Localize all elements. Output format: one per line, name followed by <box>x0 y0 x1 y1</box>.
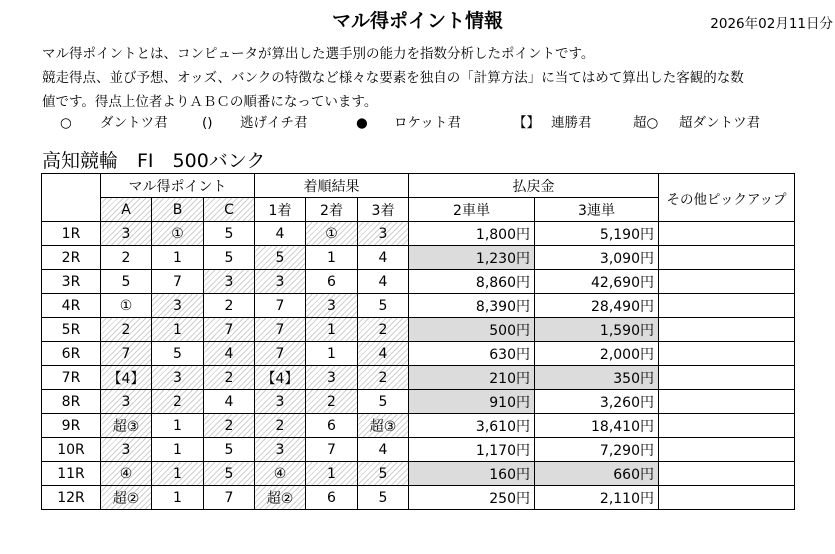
col-header-trifecta: 3連単 <box>535 198 659 222</box>
result-third: 5 <box>358 462 409 486</box>
legend-label: 超ダントツ君 <box>679 115 761 131</box>
table-row <box>42 222 795 246</box>
intro-line: 競走得点、並び予想、オッズ、バンクの特徴など様々な要素を独自の「計算方法」に当てはめて算出した客観的な数 <box>42 70 744 86</box>
result-first: 5 <box>255 246 306 270</box>
result-second: 1 <box>306 318 358 342</box>
table-row <box>42 294 795 318</box>
point-c: 5 <box>204 462 255 486</box>
result-third: 4 <box>358 342 409 366</box>
payout-exacta: 210円 <box>409 366 535 390</box>
payout-trifecta: 18,410円 <box>535 414 659 438</box>
other-pickup <box>659 318 795 342</box>
point-a: ① <box>101 294 152 318</box>
payout-exacta: 8,860円 <box>409 270 535 294</box>
point-b: 1 <box>152 246 204 270</box>
result-third: 5 <box>358 390 409 414</box>
payout-trifecta: 660円 <box>535 462 659 486</box>
payout-exacta: 250円 <box>409 486 535 510</box>
col-header-c: C <box>204 198 255 222</box>
other-pickup <box>659 462 795 486</box>
result-second: 7 <box>306 438 358 462</box>
payout-exacta: 160円 <box>409 462 535 486</box>
col-header-third: 3着 <box>358 198 409 222</box>
point-a: 2 <box>101 318 152 342</box>
points-group-header: マル得ポイント <box>101 174 255 198</box>
race-number: 9R <box>42 414 101 438</box>
point-c: 2 <box>204 294 255 318</box>
result-first: 3 <box>255 390 306 414</box>
point-c: 5 <box>204 246 255 270</box>
other-pickup <box>659 390 795 414</box>
result-first: 超② <box>255 486 306 510</box>
payout-trifecta: 28,490円 <box>535 294 659 318</box>
other-pickup <box>659 270 795 294</box>
point-a: 3 <box>101 390 152 414</box>
table-row <box>42 390 795 414</box>
result-third: 4 <box>358 270 409 294</box>
point-a: 2 <box>101 246 152 270</box>
payout-exacta: 8,390円 <box>409 294 535 318</box>
point-c: 2 <box>204 414 255 438</box>
result-third: 4 <box>358 246 409 270</box>
legend-label: ダントツ君 <box>100 115 168 131</box>
legend-item-rensho <box>513 111 633 131</box>
result-third: 4 <box>358 438 409 462</box>
legend-item-super-dantotsu <box>633 111 760 131</box>
other-pickup <box>659 366 795 390</box>
other-pickup-header: その他ピックアップ <box>659 174 795 222</box>
result-first: 4 <box>255 222 306 246</box>
point-a: 【4】 <box>101 366 152 390</box>
point-b: 7 <box>152 270 204 294</box>
result-third: 2 <box>358 318 409 342</box>
point-b: 5 <box>152 342 204 366</box>
other-pickup <box>659 414 795 438</box>
race-header-blank <box>42 174 101 222</box>
table-row <box>42 366 795 390</box>
race-title: 高知競輪 FI 500バンク <box>42 150 266 172</box>
point-b: 1 <box>152 318 204 342</box>
other-pickup <box>659 222 795 246</box>
result-third: 5 <box>358 486 409 510</box>
point-b: 3 <box>152 366 204 390</box>
results-table <box>41 173 795 510</box>
other-pickup <box>659 342 795 366</box>
payout-trifecta: 3,260円 <box>535 390 659 414</box>
symbol-legend <box>60 111 760 131</box>
payout-exacta: 630円 <box>409 342 535 366</box>
payout-trifecta: 2,000円 <box>535 342 659 366</box>
result-second: 3 <box>306 366 358 390</box>
table-row <box>42 318 795 342</box>
col-header-first: 1着 <box>255 198 306 222</box>
result-second: ① <box>306 222 358 246</box>
col-header-second: 2着 <box>306 198 358 222</box>
point-c: 3 <box>204 270 255 294</box>
payout-exacta: 500円 <box>409 318 535 342</box>
table-row <box>42 438 795 462</box>
point-c: 4 <box>204 390 255 414</box>
race-number: 11R <box>42 462 101 486</box>
result-second: 1 <box>306 342 358 366</box>
legend-label: ロケット君 <box>394 115 461 131</box>
payout-trifecta: 2,110円 <box>535 486 659 510</box>
point-c: 7 <box>204 486 255 510</box>
payout-trifecta: 7,290円 <box>535 438 659 462</box>
payout-exacta: 1,170円 <box>409 438 535 462</box>
point-b: 3 <box>152 294 204 318</box>
point-c: 7 <box>204 318 255 342</box>
legend-mark: 超○ <box>633 115 659 131</box>
payout-exacta: 3,610円 <box>409 414 535 438</box>
point-b: 2 <box>152 390 204 414</box>
race-number: 6R <box>42 342 101 366</box>
point-a: 5 <box>101 270 152 294</box>
payout-trifecta: 42,690円 <box>535 270 659 294</box>
payout-trifecta: 3,090円 <box>535 246 659 270</box>
point-b: 1 <box>152 462 204 486</box>
race-number: 3R <box>42 270 101 294</box>
race-number: 2R <box>42 246 101 270</box>
result-first: 7 <box>255 342 306 366</box>
table-row <box>42 486 795 510</box>
race-number: 7R <box>42 366 101 390</box>
other-pickup <box>659 486 795 510</box>
result-first: 3 <box>255 438 306 462</box>
legend-mark: ○ <box>60 115 72 131</box>
legend-mark: 【】 <box>513 115 540 131</box>
legend-item-nige-ichi <box>202 111 356 131</box>
legend-label: 逃げイチ君 <box>240 115 308 131</box>
payout-group-header: 払戻金 <box>409 174 659 198</box>
result-second: 3 <box>306 294 358 318</box>
race-number: 5R <box>42 318 101 342</box>
point-a: 超② <box>101 486 152 510</box>
result-first: 7 <box>255 318 306 342</box>
col-header-b: B <box>152 198 204 222</box>
result-first: 2 <box>255 414 306 438</box>
table-row <box>42 246 795 270</box>
race-number: 10R <box>42 438 101 462</box>
race-number: 4R <box>42 294 101 318</box>
point-b: 1 <box>152 414 204 438</box>
point-a: ④ <box>101 462 152 486</box>
result-first: 3 <box>255 270 306 294</box>
table-row <box>42 414 795 438</box>
report-date: 2026年02月11日分 <box>710 16 833 32</box>
intro-line: 値です。得点上位者よりＡＢＣの順番になっています。 <box>42 94 378 110</box>
point-c: 2 <box>204 366 255 390</box>
result-third: 2 <box>358 366 409 390</box>
legend-item-dantotsu <box>60 111 202 131</box>
col-header-a: A <box>101 198 152 222</box>
payout-trifecta: 5,190円 <box>535 222 659 246</box>
payout-trifecta: 350円 <box>535 366 659 390</box>
page-title: マル得ポイント情報 <box>331 10 503 32</box>
point-b: 1 <box>152 438 204 462</box>
result-second: 1 <box>306 462 358 486</box>
result-second: 6 <box>306 414 358 438</box>
race-number: 1R <box>42 222 101 246</box>
table-row <box>42 342 795 366</box>
result-third: 3 <box>358 222 409 246</box>
result-first: 7 <box>255 294 306 318</box>
payout-exacta: 1,230円 <box>409 246 535 270</box>
col-header-exacta: 2車単 <box>409 198 535 222</box>
point-a: 7 <box>101 342 152 366</box>
result-second: 6 <box>306 270 358 294</box>
race-number: 12R <box>42 486 101 510</box>
result-second: 2 <box>306 390 358 414</box>
other-pickup <box>659 294 795 318</box>
other-pickup <box>659 246 795 270</box>
legend-mark: ● <box>356 115 368 131</box>
result-third: 5 <box>358 294 409 318</box>
result-first: 【4】 <box>255 366 306 390</box>
point-c: 4 <box>204 342 255 366</box>
point-b: ① <box>152 222 204 246</box>
result-second: 6 <box>306 486 358 510</box>
point-a: 3 <box>101 222 152 246</box>
intro-text <box>42 42 832 114</box>
legend-item-rocket <box>356 111 513 131</box>
payout-exacta: 910円 <box>409 390 535 414</box>
point-c: 5 <box>204 438 255 462</box>
legend-mark: () <box>202 115 213 131</box>
point-a: 3 <box>101 438 152 462</box>
result-second: 1 <box>306 246 358 270</box>
results-group-header: 着順結果 <box>255 174 409 198</box>
table-row <box>42 462 795 486</box>
other-pickup <box>659 438 795 462</box>
result-first: ④ <box>255 462 306 486</box>
payout-exacta: 1,800円 <box>409 222 535 246</box>
table-row <box>42 270 795 294</box>
intro-line: マル得ポイントとは、コンピュータが算出した選手別の能力を指数分析したポイントです。 <box>42 46 595 62</box>
result-third: 超③ <box>358 414 409 438</box>
payout-trifecta: 1,590円 <box>535 318 659 342</box>
point-a: 超③ <box>101 414 152 438</box>
legend-label: 連勝君 <box>551 115 592 131</box>
point-b: 1 <box>152 486 204 510</box>
race-number: 8R <box>42 390 101 414</box>
point-c: 5 <box>204 222 255 246</box>
